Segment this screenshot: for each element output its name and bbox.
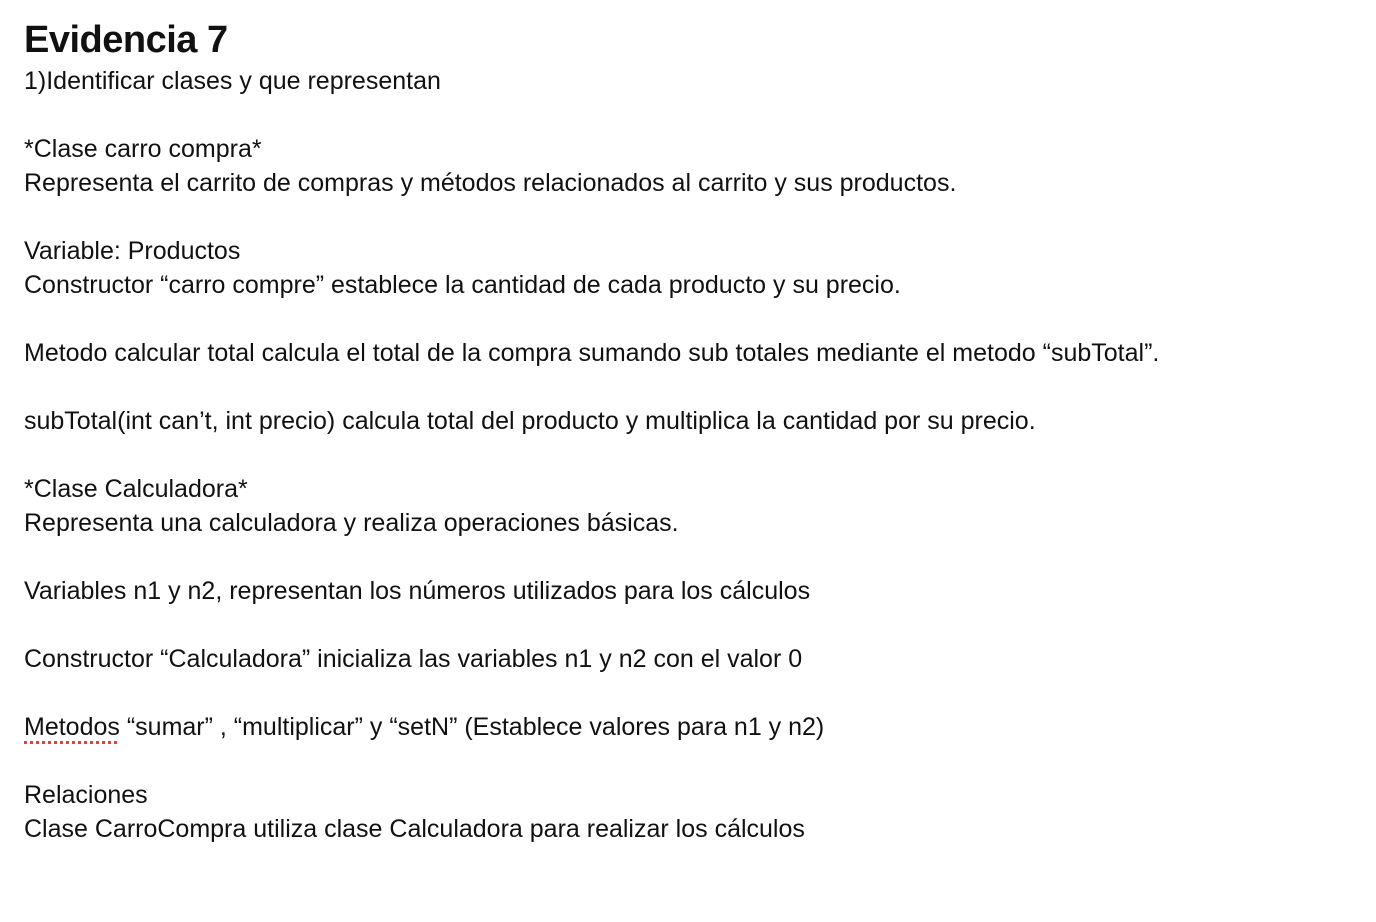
calculadora-description: Representa una calculadora y realiza operaciones básicas.: [24, 509, 679, 537]
blank-line: [24, 744, 1354, 778]
blank-line: [24, 608, 1354, 642]
document-body[interactable]: [24, 16, 1354, 846]
blank-line: [24, 540, 1354, 574]
blank-line: [24, 98, 1354, 132]
relaciones-text: Clase CarroCompra utiliza clase Calculadora para realizar los cálculos: [24, 815, 805, 843]
carro-metodo-total: Metodo calcular total calcula el total de la compra sumando sub totales mediante el metodo “subTotal”.: [24, 339, 1160, 367]
blank-line: [24, 676, 1354, 710]
calculadora-metodos: [24, 710, 1354, 744]
blank-line: [24, 438, 1354, 472]
carro-heading: *Clase carro compra*: [24, 135, 262, 163]
blank-line: [24, 302, 1354, 336]
relaciones-heading: Relaciones: [24, 781, 148, 809]
calculadora-constructor: Constructor “Calculadora” inicializa las variables n1 y n2 con el valor 0: [24, 645, 803, 673]
calculadora-variables: Variables n1 y n2, representan los números utilizados para los cálculos: [24, 577, 811, 605]
intro-line: 1)Identificar clases y que representan: [24, 67, 441, 95]
calculadora-metodos-text: “sumar” , “multiplicar” y “setN” (Establece valores para n1 y n2): [119, 713, 825, 741]
blank-line: [24, 200, 1354, 234]
carro-constructor: Constructor “carro compre” establece la cantidad de cada producto y su precio.: [24, 271, 901, 299]
carro-variable: Variable: Productos: [24, 237, 241, 265]
blank-line: [24, 370, 1354, 404]
carro-subtotal: subTotal(int can’t, int precio) calcula total del producto y multiplica la cantidad por su precio.: [24, 407, 1036, 435]
carro-description: Representa el carrito de compras y métodos relacionados al carrito y sus productos.: [24, 169, 957, 197]
calculadora-heading: *Clase Calculadora*: [24, 475, 248, 503]
document-title: Evidencia 7: [24, 19, 228, 61]
spellcheck-flagged-word[interactable]: Metodos: [24, 713, 120, 741]
